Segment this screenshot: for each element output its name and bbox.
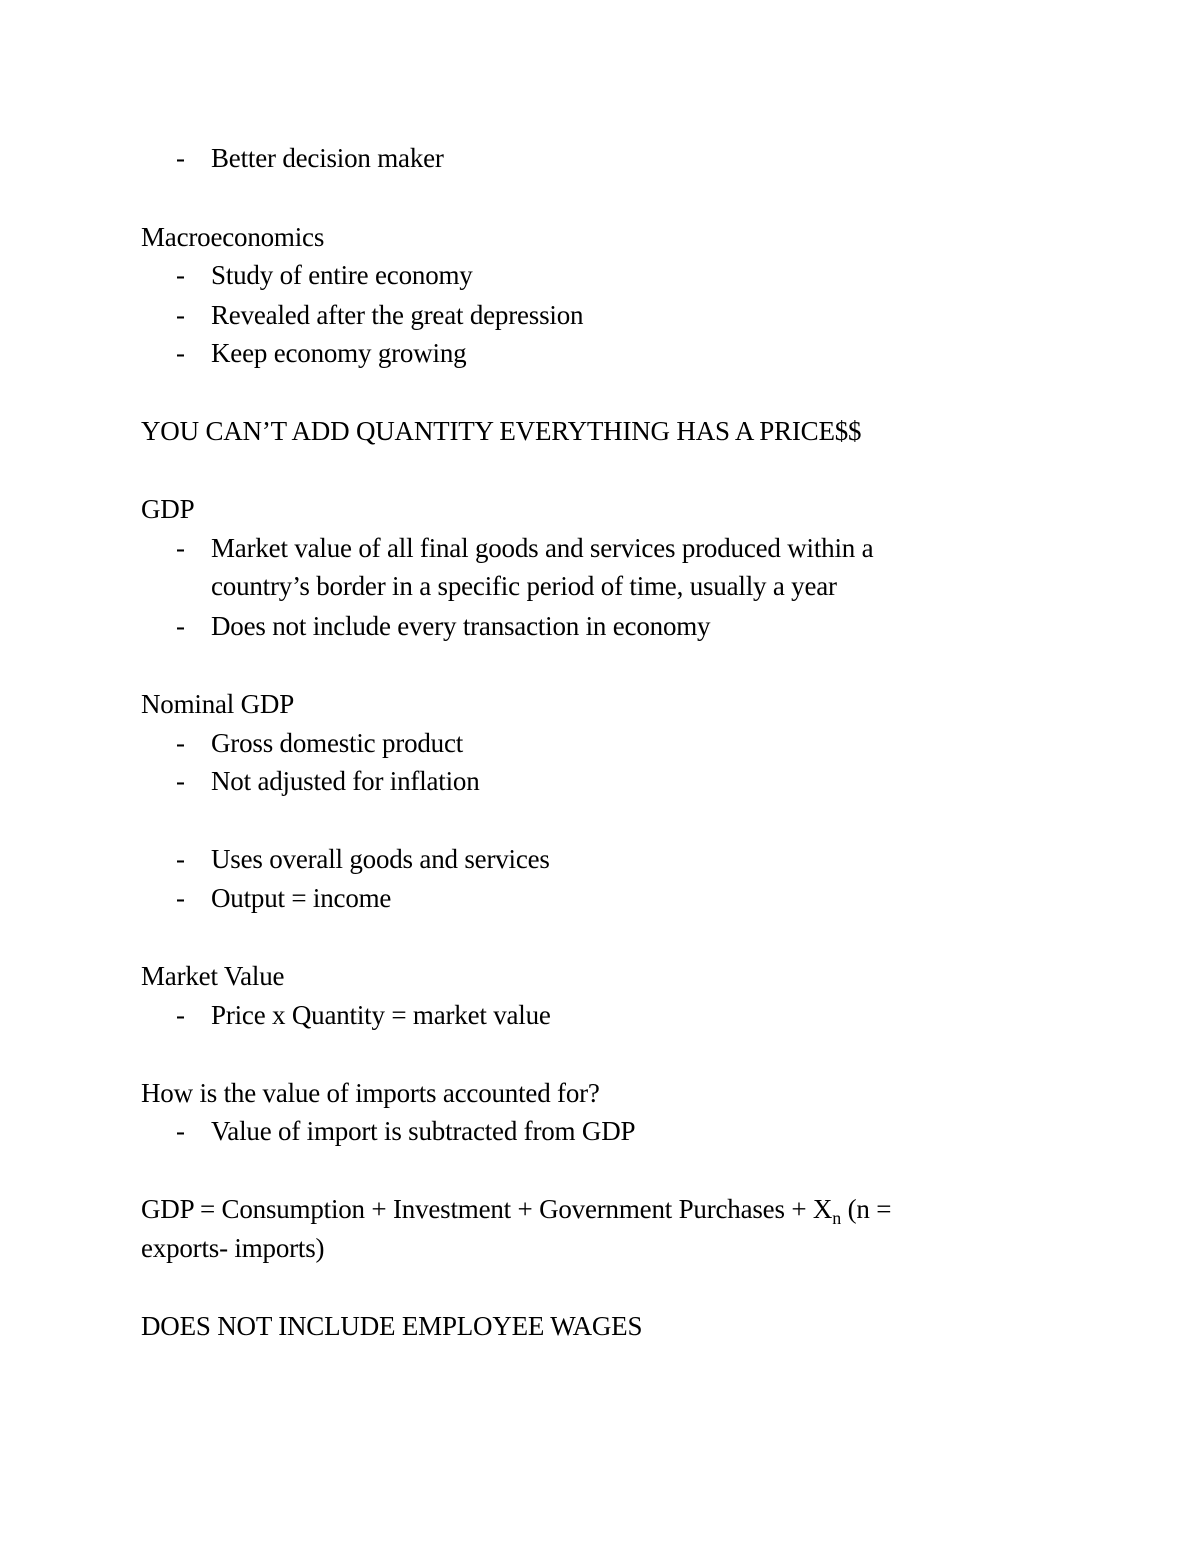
bullet-dash: -	[176, 611, 185, 641]
bullet-gross-domestic-product: Gross domestic product	[211, 728, 464, 758]
bullet-not-every-transaction: Does not include every transaction in economy	[211, 611, 711, 641]
bullet-dash: -	[176, 766, 185, 796]
bullet-dash: -	[176, 143, 185, 173]
gdp-formula-prefix: GDP = Consumption + Investment + Government Purchases + X	[141, 1194, 833, 1224]
question-imports: How is the value of imports accounted for?	[141, 1078, 600, 1108]
caps-statement-price: YOU CAN’T ADD QUANTITY EVERYTHING HAS A PRICE$$	[141, 416, 862, 446]
bullet-better-decision-maker: Better decision maker	[211, 143, 444, 173]
bullet-price-quantity: Price x Quantity = market value	[211, 1000, 551, 1030]
bullet-revealed-after-depression: Revealed after the great depression	[211, 300, 584, 330]
heading-market-value: Market Value	[141, 961, 285, 991]
bullet-overall-goods-services: Uses overall goods and services	[211, 844, 550, 874]
bullet-gdp-definition-line2: country’s border in a specific period of time, usually a year	[211, 571, 837, 601]
heading-macroeconomics: Macroeconomics	[141, 222, 325, 252]
caps-statement-wages: DOES NOT INCLUDE EMPLOYEE WAGES	[141, 1311, 643, 1341]
gdp-formula-line1	[141, 1193, 892, 1228]
bullet-keep-economy-growing: Keep economy growing	[211, 338, 467, 368]
bullet-dash: -	[176, 728, 185, 758]
bullet-dash: -	[176, 338, 185, 368]
bullet-dash: -	[176, 844, 185, 874]
bullet-not-adjusted-inflation: Not adjusted for inflation	[211, 766, 480, 796]
heading-gdp: GDP	[141, 494, 195, 524]
bullet-dash: -	[176, 300, 185, 330]
bullet-dash: -	[176, 1000, 185, 1030]
bullet-study-entire-economy: Study of entire economy	[211, 260, 473, 290]
gdp-formula-suffix: (n =	[841, 1194, 892, 1224]
gdp-formula-subscript: n	[832, 1208, 842, 1228]
heading-nominal-gdp: Nominal GDP	[141, 689, 295, 719]
bullet-gdp-definition-line1: Market value of all final goods and services produced within a	[211, 533, 874, 563]
bullet-dash: -	[176, 1116, 185, 1146]
gdp-formula-line2: exports- imports)	[141, 1233, 325, 1263]
bullet-dash: -	[176, 883, 185, 913]
bullet-dash: -	[176, 533, 185, 563]
bullet-dash: -	[176, 260, 185, 290]
bullet-import-subtracted: Value of import is subtracted from GDP	[211, 1116, 636, 1146]
bullet-output-income: Output = income	[211, 883, 392, 913]
